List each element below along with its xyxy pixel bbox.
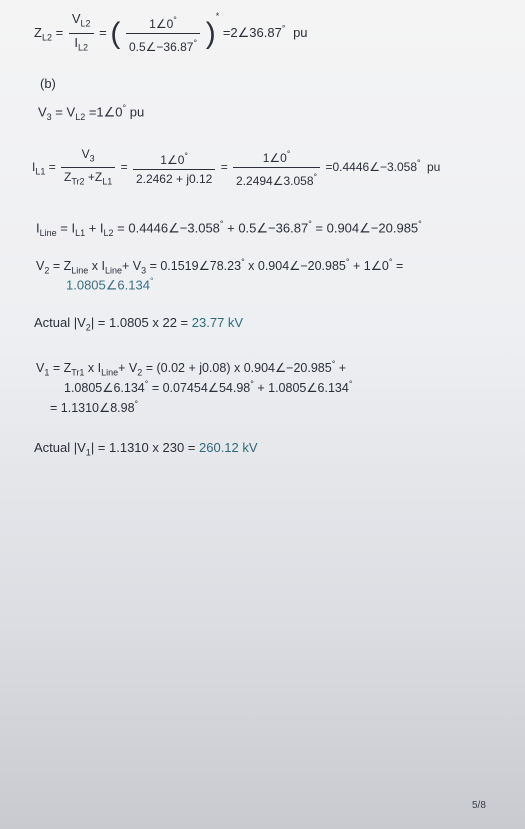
equation-i-line: $I_{Line} = I_{L1} + I_{L2}$ = 0.4446∠−3.058° + 0.5∠−36.87° = 0.904∠−20.985° (36, 219, 422, 238)
equation-v1-line2: 1.0805∠6.134° = 0.07454∠54.98° + 1.0805∠6.134° (64, 379, 353, 396)
actual-v2: Actual $|V_2| = 1.0805$ x 22 = 23.77 kV (34, 315, 244, 333)
actual-v1: Actual $|V_1| = 1.1310$ x 230 = 260.12 kV (34, 440, 258, 458)
equation-v1: $V_1 = Z_{Tr1}$ x $I_{Line}+ V_2 = (0.02 + j0.08)$ x 0.904∠−20.985° + (36, 359, 347, 378)
fraction-v-over-i: $\frac{V_{L2}}{I_{L2}}$ (69, 11, 94, 55)
equation-i-l1: $I_{L1}$ = $\frac{V_3}{Z_{Tr2} +Z_{L1}}$ = $\frac{1\angle 0^\circ}{2.2462 + j0.12}$ = $\frac{1\angle 0^\circ}{2.2494\angle 3.058^\circ}$ =0.4446∠−3.058° pu (32, 147, 441, 189)
actual-v2-value: 23.77 kV (191, 315, 244, 330)
equation-z-l2: $Z_{L2}$ = $\frac{V_{L2}}{I_{L2}}$ = ( $\frac{1\angle 0^\circ}{0.5\angle-36.87^\circ}$ )* =2∠36.87° pu (34, 11, 308, 55)
fraction-polar: $\frac{1\angle 0^\circ}{2.2494\angle 3.058^\circ}$ (233, 146, 320, 189)
z12-lhs: $Z_{L2}$ (34, 25, 52, 43)
page-number: 5/8 (472, 800, 486, 811)
equation-v2: $V_2 = Z_{Line}$ x $I_{Line}+ V_3$ = 0.1519∠78.23° x 0.904∠−20.985° + 1∠0° = (36, 257, 404, 276)
z12-result: =2∠36.87° (222, 23, 286, 40)
part-b-label: (b) (40, 76, 56, 91)
equation-v3: $V_3 = V_{L2}$ =1∠0° pu (38, 103, 145, 122)
fraction-v3-over-z: $\frac{V_3}{Z_{Tr2} +Z_{L1}}$ (61, 146, 115, 190)
fraction-rectangular: $\frac{1\angle 0^\circ}{2.2462 + j0.12}$ (133, 148, 215, 187)
equation-v1-result: = 1.1310∠8.98° (50, 399, 139, 416)
equation-v2-result: 1.0805∠6.134° (66, 276, 154, 293)
actual-v1-value: 260.12 kV (199, 440, 258, 455)
fraction-phasor: $\frac{1\angle 0^\circ}{0.5\angle-36.87^\circ}$ (126, 12, 200, 55)
